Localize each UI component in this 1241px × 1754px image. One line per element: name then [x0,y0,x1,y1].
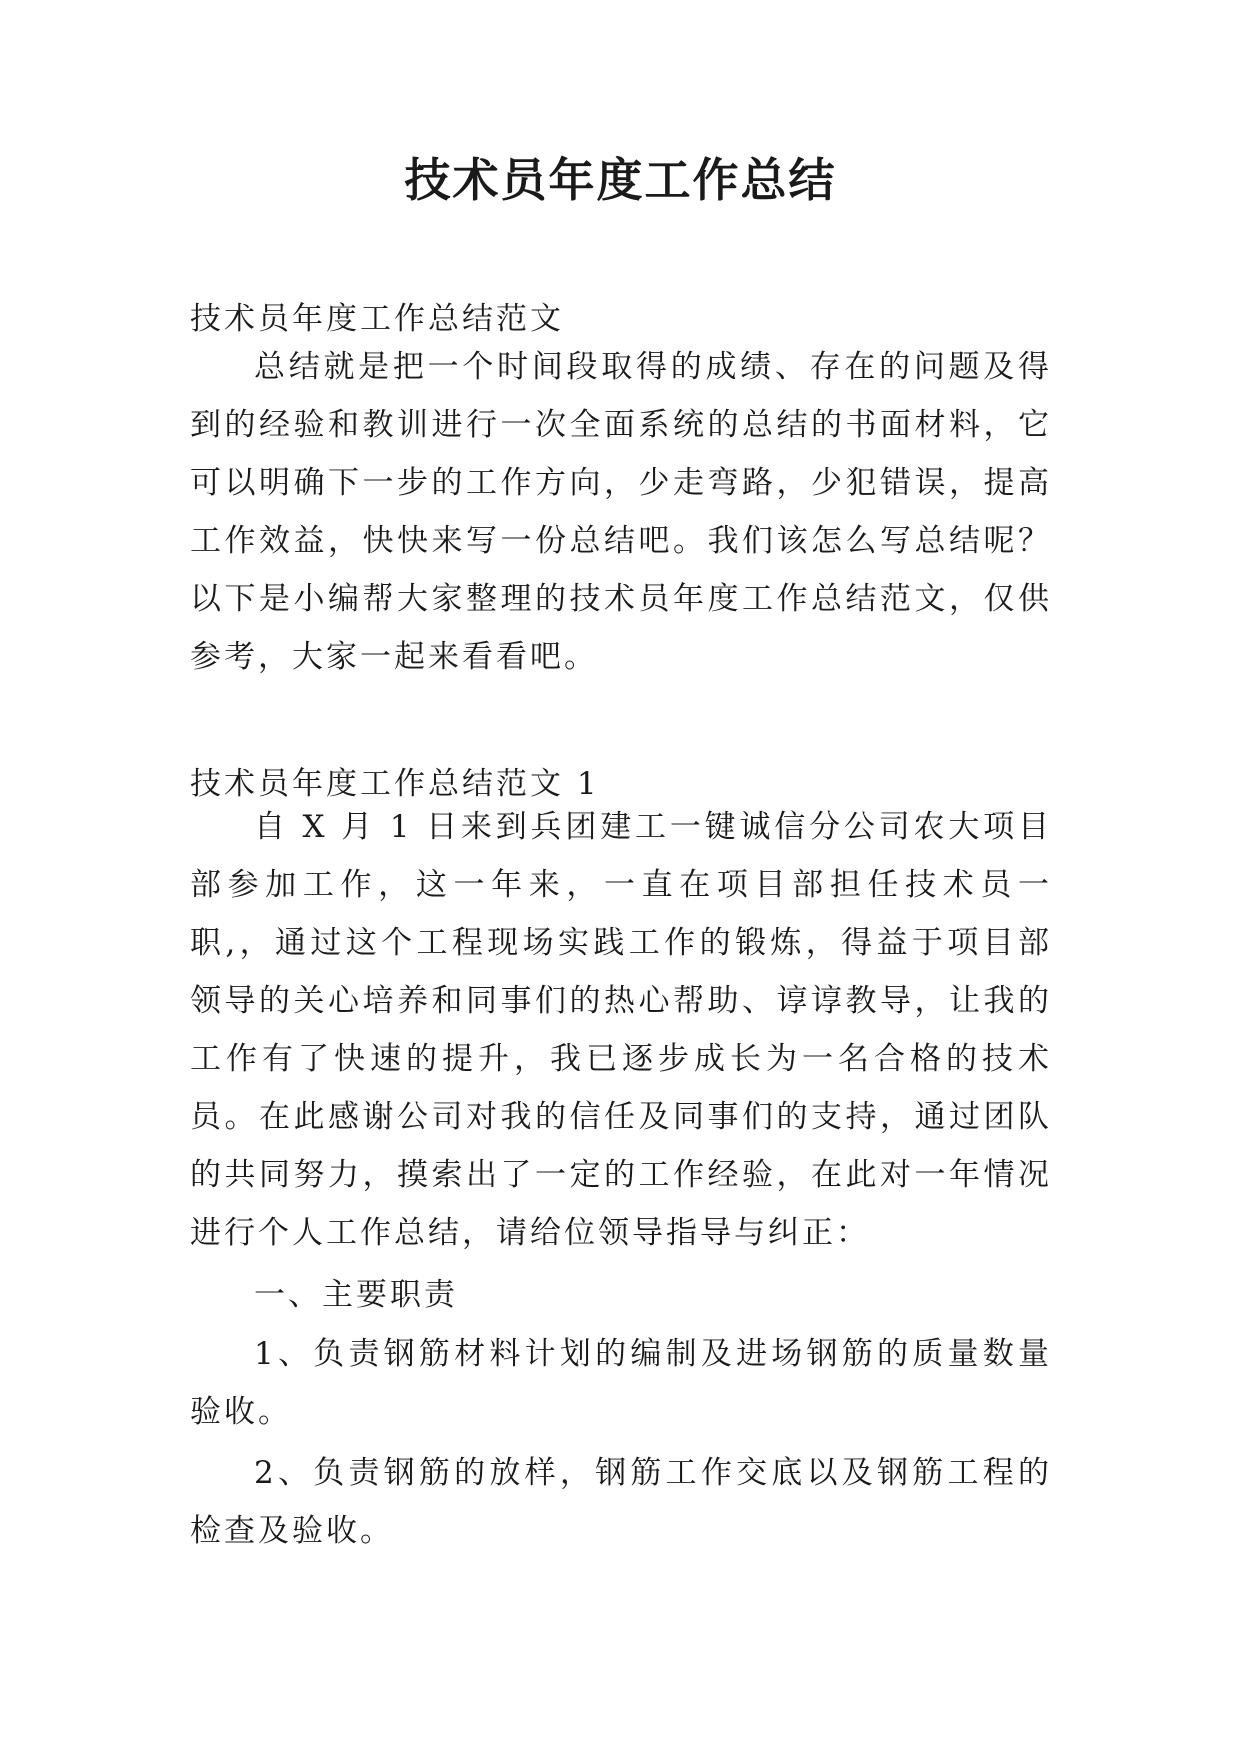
intro-paragraph: 总结就是把一个时间段取得的成绩、存在的问题及得到的经验和教训进行一次全面系统的总结的书面材料，它可以明确下一步的工作方向，少走弯路，少犯错误，提高工作效益，快快来写一份总结吧。我们该怎么写总结呢？以下是小编帮大家整理的技术员年度工作总结范文，仅供参考，大家一起来看看吧。 [190,349,1052,675]
duty-item: 2、负责钢筋的放样，钢筋工作交底以及钢筋工程的检查及验收。 [190,1455,1052,1549]
document-subtitle: 技术员年度工作总结范文 [190,301,564,337]
document-title: 技术员年度工作总结 [404,153,837,207]
section-heading: 技术员年度工作总结范文 1 [190,766,600,802]
duty-item: 1、负责钢筋材料计划的编制及进场钢筋的质量数量验收。 [190,1336,1052,1430]
section-paragraph: 自 X 月 1 日来到兵团建工一键诚信分公司农大项目部参加工作，这一年来，一直在项目部担任技术员一职,，通过这个工程现场实践工作的锻炼，得益于项目部领导的关心培养和同事们的热心帮助、谆谆教导，让我的工作有了快速的提升，我已逐步成长为一名合格的技术员。在此感谢公司对我的信任及同事们的支持，通过团队的共同努力，摸索出了一定的工作经验，在此对一年情况进行个人工作总结，请给位领导指导与纠正： [190,809,1052,1251]
duties-heading: 一、主要职责 [254,1277,458,1313]
